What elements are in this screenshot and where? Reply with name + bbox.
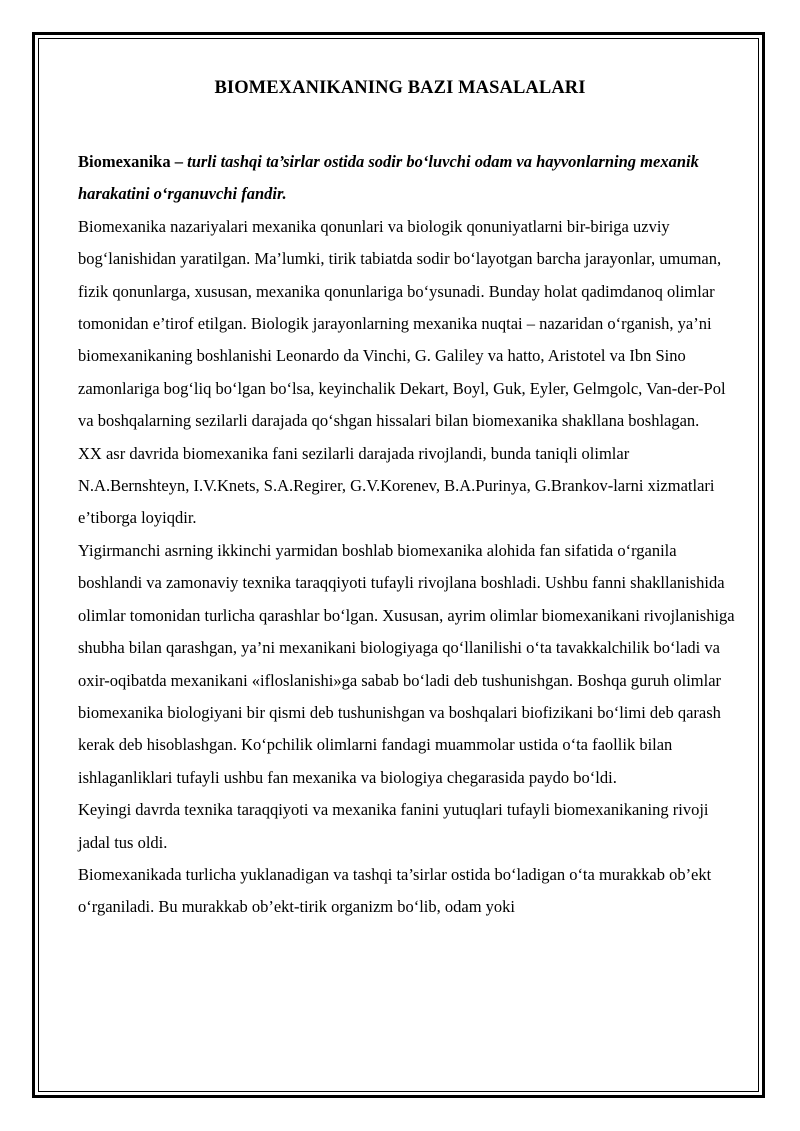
paragraph-3: Yigirmanchi asrning ikkinchi yarmidan boshlab biomexanika alohida fan sifatida o‘rganila boshlandi va zamonaviy texnika taraqqiyoti tufayli rivojlana boshladi. Ushbu fanni shakllanishida olimlar tomonidan turlicha qarashlar bo‘lgan. Xususan, ayrim olimlar biomexanikani rivojlanishiga shubha bilan qarashgan, ya’ni mexanikani biologiyaga qo‘llanilishi o‘ta tavakkalchilik bo‘ladi va oxir-oqibatda mexanikani «ifloslanishi»ga sabab bo‘ladi deb tushunishgan. Boshqa guruh olimlar biomexanika biologiyani bir qismi deb tushunishgan va boshqalari biofizikani bo‘limi deb qarash kerak deb hisoblashgan. Ko‘pchilik olimlarni fandagi muammolar ustida o‘ta faollik bilan ishlaganliklari tufayli ushbu fan mexanika va biologiya chegarasida paydo bo‘ldi. <box>78 540 735 787</box>
document-title: BIOMEXANIKANING BAZI MASALALARI <box>214 78 586 98</box>
definition-term: Biomexanika – <box>78 152 188 171</box>
paragraph-5: Biomexanikada turlicha yuklanadigan va tashqi ta’sirlar ostida bo‘ladigan o‘ta murakkab ob’ekt o‘rganiladi. Bu murakkab ob’ekt-tirik organizm bo‘lib, odam yoki <box>78 864 712 917</box>
paragraph-1: Biomexanika nazariyalari mexanika qonunlari va biologik qonuniyatlarni bir-biriga uzviy bog‘lanishidan yaratilgan. Ma’lumki, tirik tabiatda sodir bo‘layotgan barcha jarayonlar, umuman, fizik qonunlarga, xususan, mexanika qonunlariga bo‘ysunadi. Bunday holat qadimdanoq olimlar tomonidan e’tirof etilgan. Biologik jarayonlarning mexanika nuqtai – nazaridan o‘rganish, ya’ni biomexanikaning boshlanishi Leonardo da Vinchi, G. Galiley va hatto, Aristotel va Ibn Sino zamonlariga bog‘liq bo‘lgan bo‘lsa, keyinchalik Dekart, Boyl, Guk, Eyler, Gelmgolc, Van-der-Pol va boshqalarning sezilarli darajada qo‘shgan hissalari bilan biomexanika shakllana boshlagan. <box>78 216 726 431</box>
document-body <box>78 146 738 924</box>
definition-paragraph <box>78 146 738 211</box>
paragraph-2: XX asr davrida biomexanika fani sezilarli darajada rivojlandi, bunda taniqli olimlar N.A.Bernshteyn, I.V.Knets, S.A.Regirer, G.V.Korenev, B.A.Purinya, G.Brankov-larni xizmatlari e’tiborga loyiqdir. <box>78 443 715 528</box>
definition-text: turli tashqi ta’sirlar ostida sodir bo‘luvchi odam va hayvonlarning mexanik harakatini o‘rganuvchi fandir. <box>78 152 699 204</box>
paragraph-4: Keyingi davrda texnika taraqqiyoti va mexanika fanini yutuqlari tufayli biomexanikaning rivoji jadal tus oldi. <box>78 800 709 852</box>
